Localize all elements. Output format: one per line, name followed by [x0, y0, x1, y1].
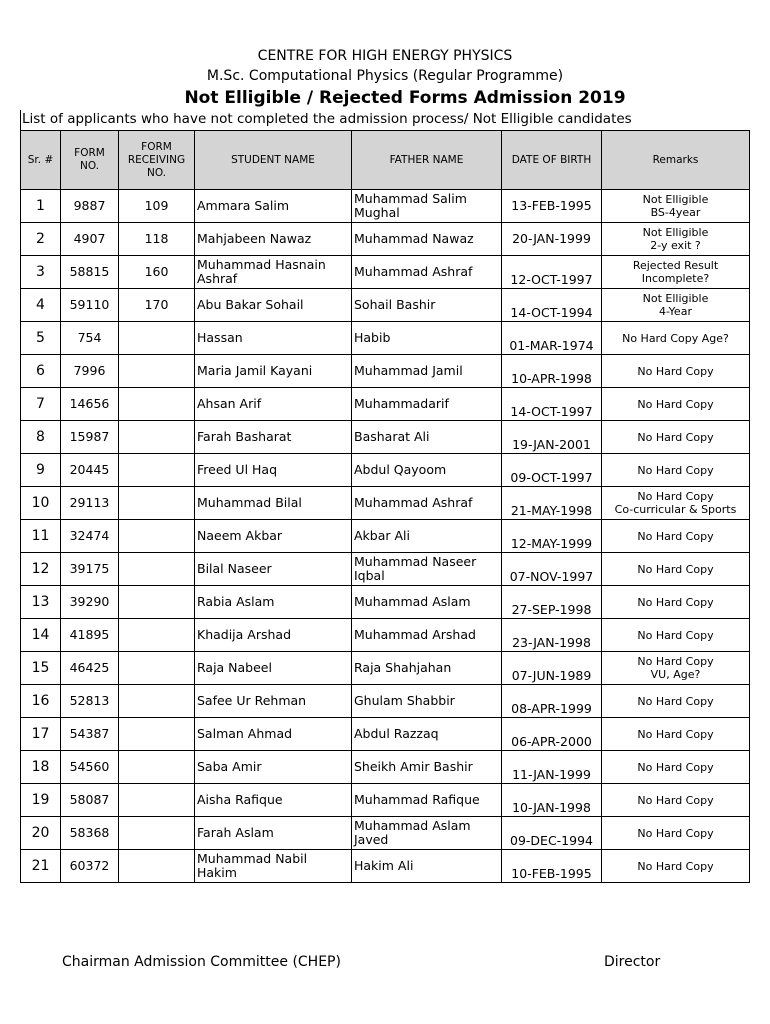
cell-father-name: Ghulam Shabbir	[352, 685, 502, 718]
cell-father-name: Abdul Razzaq	[352, 718, 502, 751]
cell-father-name: Sohail Bashir	[352, 289, 502, 322]
cell-form-receiving-no	[119, 850, 195, 883]
cell-sr: 4	[21, 289, 61, 322]
table-row	[21, 553, 750, 586]
chairman-signature-label: Chairman Admission Committee (CHEP)	[62, 954, 341, 970]
cell-date-of-birth: 23-JAN-1998	[502, 619, 602, 652]
cell-date-of-birth: 13-FEB-1995	[502, 190, 602, 223]
cell-father-name: Muhammad Aslam	[352, 586, 502, 619]
applicants-table	[20, 130, 750, 883]
cell-form-receiving-no	[119, 718, 195, 751]
cell-date-of-birth: 12-OCT-1997	[502, 256, 602, 289]
cell-remarks: No Hard Copy	[602, 553, 750, 586]
cell-father-name: Hakim Ali	[352, 850, 502, 883]
cell-date-of-birth: 10-JAN-1998	[502, 784, 602, 817]
cell-father-name: Muhammad Ashraf	[352, 256, 502, 289]
cell-sr: 20	[21, 817, 61, 850]
cell-remarks: No Hard Copy VU, Age?	[602, 652, 750, 685]
cell-student-name: Mahjabeen Nawaz	[195, 223, 352, 256]
cell-remarks: No Hard Copy	[602, 520, 750, 553]
cell-form-receiving-no	[119, 487, 195, 520]
cell-sr: 14	[21, 619, 61, 652]
cell-student-name: Salman Ahmad	[195, 718, 352, 751]
cell-form-no: 58368	[61, 817, 119, 850]
cell-form-no: 4907	[61, 223, 119, 256]
cell-student-name: Naeem Akbar	[195, 520, 352, 553]
cell-remarks: Not Elligible 2-y exit ?	[602, 223, 750, 256]
cell-remarks: No Hard Copy	[602, 817, 750, 850]
page-title: Not Elligible / Rejected Forms Admission 2019	[184, 88, 626, 108]
cell-sr: 9	[21, 454, 61, 487]
cell-form-no: 29113	[61, 487, 119, 520]
cell-form-no: 39175	[61, 553, 119, 586]
cell-father-name: Muhammad Arshad	[352, 619, 502, 652]
cell-form-receiving-no	[119, 652, 195, 685]
cell-sr: 1	[21, 190, 61, 223]
cell-form-no: 46425	[61, 652, 119, 685]
cell-sr: 3	[21, 256, 61, 289]
cell-sr: 12	[21, 553, 61, 586]
cell-remarks: No Hard Copy Age?	[602, 322, 750, 355]
cell-form-receiving-no	[119, 619, 195, 652]
col-header-form-no: FORM NO.	[61, 131, 119, 190]
cell-date-of-birth: 01-MAR-1974	[502, 322, 602, 355]
cell-form-no: 54560	[61, 751, 119, 784]
cell-student-name: Abu Bakar Sohail	[195, 289, 352, 322]
table-row	[21, 355, 750, 388]
cell-remarks: No Hard Copy	[602, 718, 750, 751]
cell-form-no: 15987	[61, 421, 119, 454]
director-signature-label: Director	[604, 954, 661, 970]
cell-father-name: Sheikh Amir Bashir	[352, 751, 502, 784]
cell-remarks: No Hard Copy	[602, 421, 750, 454]
cell-student-name: Freed Ul Haq	[195, 454, 352, 487]
table-row	[21, 619, 750, 652]
cell-remarks: No Hard Copy	[602, 355, 750, 388]
cell-form-no: 7996	[61, 355, 119, 388]
table-row	[21, 223, 750, 256]
cell-remarks: No Hard Copy	[602, 454, 750, 487]
cell-form-receiving-no	[119, 322, 195, 355]
cell-date-of-birth: 11-JAN-1999	[502, 751, 602, 784]
list-description: List of applicants who have not completed the admission process/ Not Elligible candidates	[22, 111, 632, 127]
cell-father-name: Abdul Qayoom	[352, 454, 502, 487]
table-row	[21, 817, 750, 850]
table-row	[21, 487, 750, 520]
cell-form-no: 39290	[61, 586, 119, 619]
cell-form-no: 14656	[61, 388, 119, 421]
cell-father-name: Muhammad Aslam Javed	[352, 817, 502, 850]
col-header-form-receiving-no: FORM RECEIVING NO.	[119, 131, 195, 190]
cell-form-no: 52813	[61, 685, 119, 718]
cell-student-name: Aisha Rafique	[195, 784, 352, 817]
cell-form-receiving-no	[119, 520, 195, 553]
cell-father-name: Muhammad Salim Mughal	[352, 190, 502, 223]
cell-form-no: 59110	[61, 289, 119, 322]
cell-date-of-birth: 09-DEC-1994	[502, 817, 602, 850]
cell-sr: 17	[21, 718, 61, 751]
cell-student-name: Muhammad Bilal	[195, 487, 352, 520]
cell-student-name: Hassan	[195, 322, 352, 355]
cell-form-no: 32474	[61, 520, 119, 553]
cell-date-of-birth: 07-NOV-1997	[502, 553, 602, 586]
cell-form-no: 54387	[61, 718, 119, 751]
cell-date-of-birth: 06-APR-2000	[502, 718, 602, 751]
cell-father-name: Muhammad Rafique	[352, 784, 502, 817]
cell-form-receiving-no: 170	[119, 289, 195, 322]
cell-sr: 15	[21, 652, 61, 685]
cell-date-of-birth: 10-APR-1998	[502, 355, 602, 388]
cell-father-name: Muhammad Ashraf	[352, 487, 502, 520]
cell-form-receiving-no: 118	[119, 223, 195, 256]
cell-date-of-birth: 14-OCT-1994	[502, 289, 602, 322]
cell-sr: 6	[21, 355, 61, 388]
cell-form-receiving-no	[119, 355, 195, 388]
cell-father-name: Raja Shahjahan	[352, 652, 502, 685]
cell-date-of-birth: 27-SEP-1998	[502, 586, 602, 619]
cell-remarks: No Hard Copy	[602, 388, 750, 421]
cell-remarks: No Hard Copy	[602, 619, 750, 652]
cell-sr: 21	[21, 850, 61, 883]
cell-student-name: Farah Basharat	[195, 421, 352, 454]
cell-sr: 8	[21, 421, 61, 454]
table-row	[21, 718, 750, 751]
cell-form-receiving-no: 160	[119, 256, 195, 289]
cell-form-no: 20445	[61, 454, 119, 487]
cell-father-name: Muhammad Jamil	[352, 355, 502, 388]
cell-student-name: Saba Amir	[195, 751, 352, 784]
table-row	[21, 784, 750, 817]
table-header-row	[21, 131, 750, 190]
cell-remarks: Not Elligible 4-Year	[602, 289, 750, 322]
cell-date-of-birth: 12-MAY-1999	[502, 520, 602, 553]
cell-form-no: 58815	[61, 256, 119, 289]
cell-date-of-birth: 19-JAN-2001	[502, 421, 602, 454]
cell-date-of-birth: 09-OCT-1997	[502, 454, 602, 487]
cell-form-no: 754	[61, 322, 119, 355]
programme-name: M.Sc. Computational Physics (Regular Programme)	[206, 68, 564, 84]
table-row	[21, 289, 750, 322]
cell-form-no: 9887	[61, 190, 119, 223]
cell-student-name: Rabia Aslam	[195, 586, 352, 619]
cell-father-name: Muhammad Nawaz	[352, 223, 502, 256]
col-header-student-name: STUDENT NAME	[195, 131, 352, 190]
cell-father-name: Muhammadarif	[352, 388, 502, 421]
cell-remarks: No Hard Copy	[602, 784, 750, 817]
table-row	[21, 652, 750, 685]
table-row	[21, 256, 750, 289]
cell-father-name: Muhammad Naseer Iqbal	[352, 553, 502, 586]
cell-remarks: Not Elligible BS-4year	[602, 190, 750, 223]
cell-father-name: Basharat Ali	[352, 421, 502, 454]
cell-remarks: No Hard Copy	[602, 685, 750, 718]
cell-student-name: Maria Jamil Kayani	[195, 355, 352, 388]
cell-remarks: No Hard Copy Co-curricular & Sports	[602, 487, 750, 520]
cell-student-name: Raja Nabeel	[195, 652, 352, 685]
cell-sr: 19	[21, 784, 61, 817]
cell-father-name: Akbar Ali	[352, 520, 502, 553]
cell-form-receiving-no	[119, 784, 195, 817]
cell-remarks: No Hard Copy	[602, 751, 750, 784]
table-row	[21, 421, 750, 454]
cell-form-receiving-no	[119, 388, 195, 421]
cell-remarks: No Hard Copy	[602, 850, 750, 883]
cell-form-no: 58087	[61, 784, 119, 817]
cell-form-receiving-no	[119, 685, 195, 718]
cell-student-name: Bilal Naseer	[195, 553, 352, 586]
cell-form-receiving-no	[119, 421, 195, 454]
cell-sr: 11	[21, 520, 61, 553]
cell-father-name: Habib	[352, 322, 502, 355]
cell-sr: 5	[21, 322, 61, 355]
cell-form-receiving-no	[119, 454, 195, 487]
cell-student-name: Safee Ur Rehman	[195, 685, 352, 718]
cell-student-name: Khadija Arshad	[195, 619, 352, 652]
col-header-remarks: Remarks	[602, 131, 750, 190]
col-header-father-name: FATHER NAME	[352, 131, 502, 190]
margin-rule	[20, 110, 21, 130]
cell-sr: 10	[21, 487, 61, 520]
cell-date-of-birth: 14-OCT-1997	[502, 388, 602, 421]
cell-remarks: Rejected Result Incomplete?	[602, 256, 750, 289]
table-row	[21, 388, 750, 421]
col-header-date-of-birth: DATE OF BIRTH	[502, 131, 602, 190]
cell-sr: 18	[21, 751, 61, 784]
cell-form-receiving-no	[119, 751, 195, 784]
cell-student-name: Ammara Salim	[195, 190, 352, 223]
institution-name: CENTRE FOR HIGH ENERGY PHYSICS	[257, 48, 513, 64]
cell-sr: 2	[21, 223, 61, 256]
cell-form-receiving-no: 109	[119, 190, 195, 223]
cell-student-name: Muhammad Nabil Hakim	[195, 850, 352, 883]
table-row	[21, 586, 750, 619]
cell-form-receiving-no	[119, 553, 195, 586]
cell-form-no: 41895	[61, 619, 119, 652]
cell-student-name: Muhammad Hasnain Ashraf	[195, 256, 352, 289]
table-row	[21, 190, 750, 223]
table-row	[21, 322, 750, 355]
cell-form-receiving-no	[119, 586, 195, 619]
cell-student-name: Ahsan Arif	[195, 388, 352, 421]
cell-remarks: No Hard Copy	[602, 586, 750, 619]
cell-date-of-birth: 07-JUN-1989	[502, 652, 602, 685]
table-row	[21, 850, 750, 883]
col-header-sr: Sr. #	[21, 131, 61, 190]
cell-date-of-birth: 08-APR-1999	[502, 685, 602, 718]
table-row	[21, 751, 750, 784]
cell-form-receiving-no	[119, 817, 195, 850]
cell-form-no: 60372	[61, 850, 119, 883]
cell-date-of-birth: 20-JAN-1999	[502, 223, 602, 256]
cell-sr: 16	[21, 685, 61, 718]
cell-student-name: Farah Aslam	[195, 817, 352, 850]
cell-date-of-birth: 21-MAY-1998	[502, 487, 602, 520]
table-row	[21, 685, 750, 718]
table-row	[21, 520, 750, 553]
cell-sr: 13	[21, 586, 61, 619]
cell-sr: 7	[21, 388, 61, 421]
table-row	[21, 454, 750, 487]
cell-date-of-birth: 10-FEB-1995	[502, 850, 602, 883]
